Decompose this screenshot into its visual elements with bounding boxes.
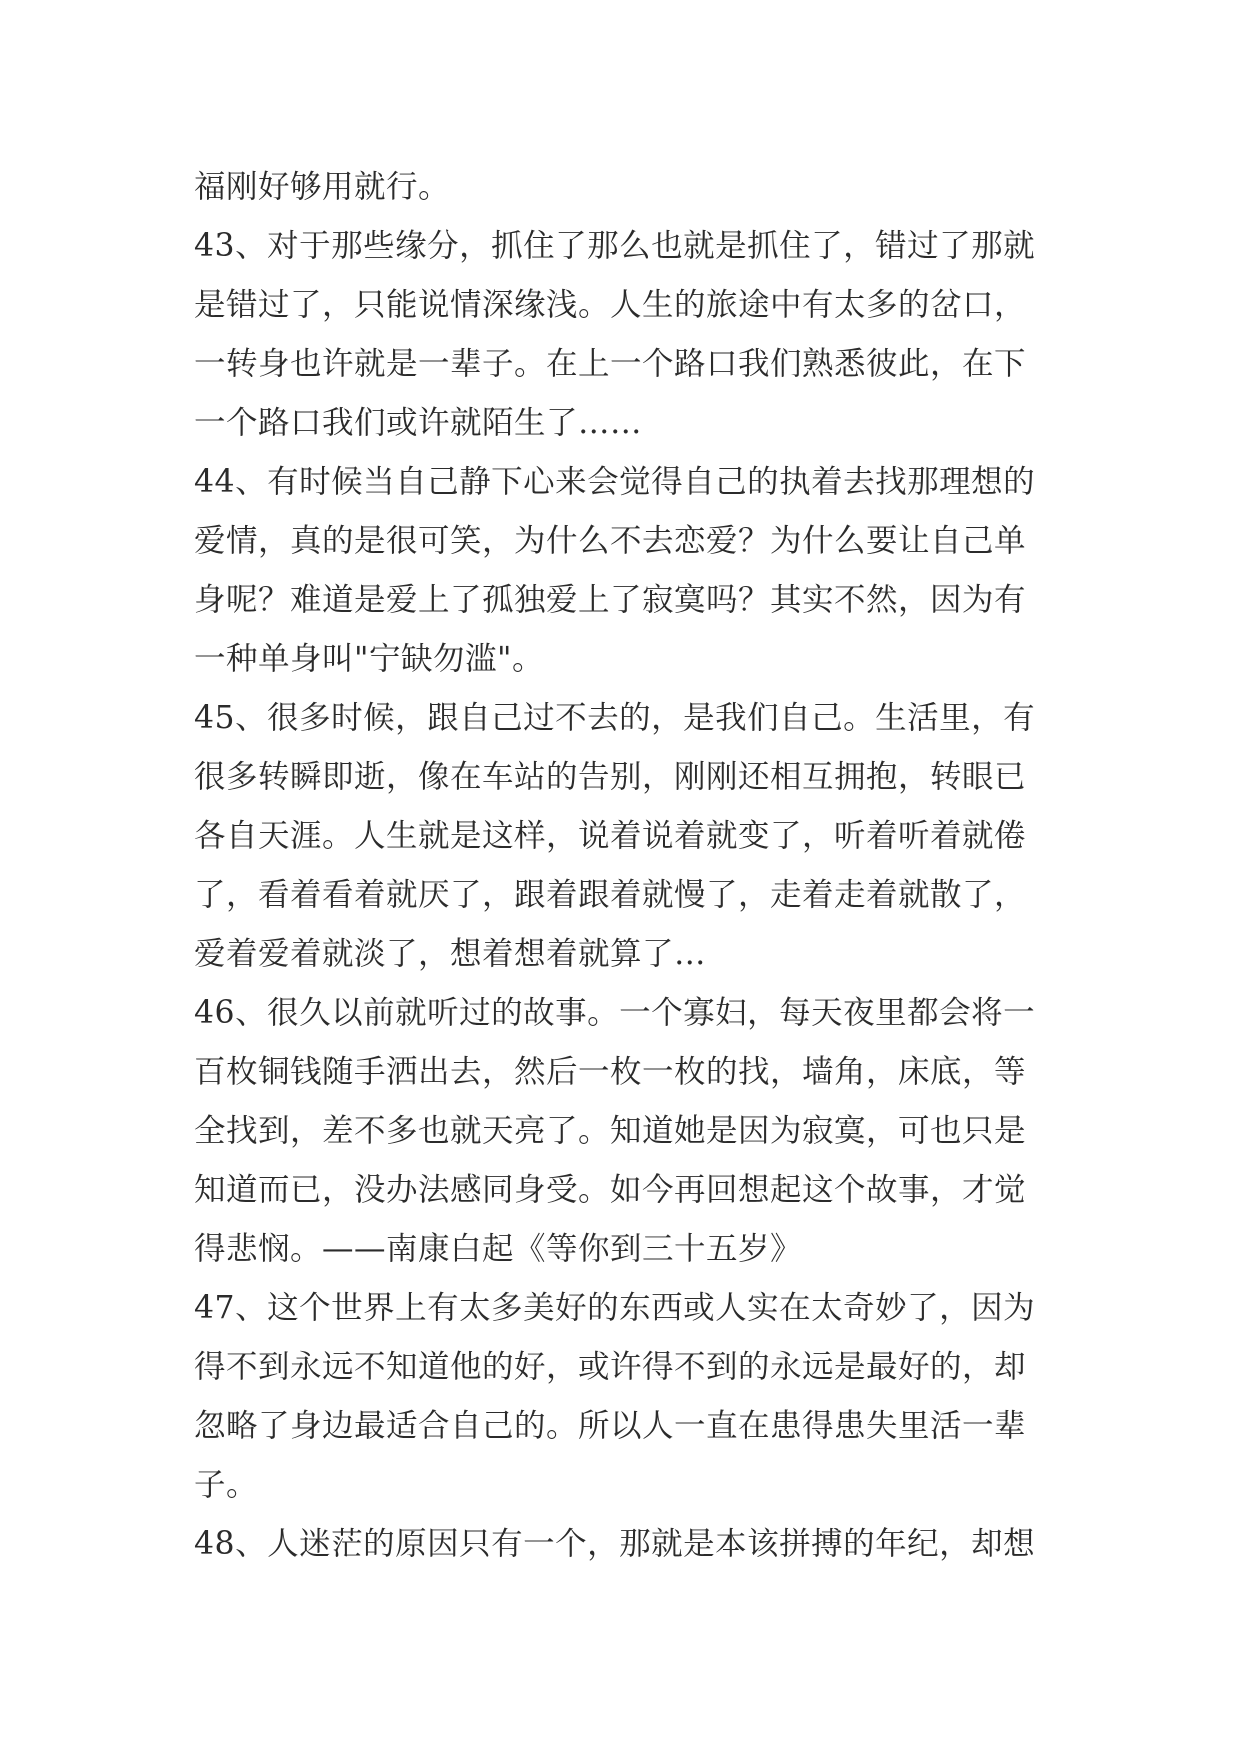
text-line: 各自天涯。人生就是这样，说着说着就变了，听着听着就倦	[194, 818, 1027, 854]
text-line: 48、人迷茫的原因只有一个，那就是本该拼搏的年纪，却想	[194, 1526, 1036, 1562]
text-line: 47、这个世界上有太多美好的东西或人实在太奇妙了，因为	[194, 1290, 1036, 1326]
text-line: 很多转瞬即逝，像在车站的告别，刚刚还相互拥抱，转眼已	[194, 759, 1027, 795]
text-line: 了，看着看着就厌了，跟着跟着就慢了，走着走着就散了，	[194, 877, 1027, 913]
text-line: 爱着爱着就淡了，想着想着就算了…	[194, 936, 707, 972]
text-line: 43、对于那些缘分，抓住了那么也就是抓住了，错过了那就	[194, 228, 1036, 264]
text-line: 45、很多时候，跟自己过不去的，是我们自己。生活里，有	[194, 700, 1036, 736]
text-line: 一个路口我们或许就陌生了……	[194, 405, 643, 441]
text-line: 子。	[194, 1467, 259, 1503]
text-line: 百枚铜钱随手洒出去，然后一枚一枚的找，墙角，床底，等	[194, 1054, 1027, 1090]
text-line: 46、很久以前就听过的故事。一个寡妇，每天夜里都会将一	[194, 995, 1036, 1031]
text-line: 福刚好够用就行。	[194, 169, 451, 205]
text-line: 44、有时候当自己静下心来会觉得自己的执着去找那理想的	[194, 464, 1036, 500]
text-line: 爱情，真的是很可笑，为什么不去恋爱？为什么要让自己单	[194, 523, 1027, 559]
document-text	[194, 158, 1074, 1574]
text-line: 得悲悯。——南康白起《等你到三十五岁》	[194, 1231, 803, 1267]
text-line: 知道而已，没办法感同身受。如今再回想起这个故事，才觉	[194, 1172, 1027, 1208]
text-line: 忽略了身边最适合自己的。所以人一直在患得患失里活一辈	[194, 1408, 1027, 1444]
text-line: 全找到，差不多也就天亮了。知道她是因为寂寞，可也只是	[194, 1113, 1027, 1149]
text-line: 得不到永远不知道他的好，或许得不到的永远是最好的，却	[194, 1349, 1027, 1385]
text-line: 身呢？难道是爱上了孤独爱上了寂寞吗？其实不然，因为有	[194, 582, 1027, 618]
text-line: 是错过了，只能说情深缘浅。人生的旅途中有太多的岔口，	[194, 287, 1027, 323]
text-line: 一种单身叫"宁缺勿滥"。	[194, 641, 544, 677]
text-line: 一转身也许就是一辈子。在上一个路口我们熟悉彼此，在下	[194, 346, 1027, 382]
